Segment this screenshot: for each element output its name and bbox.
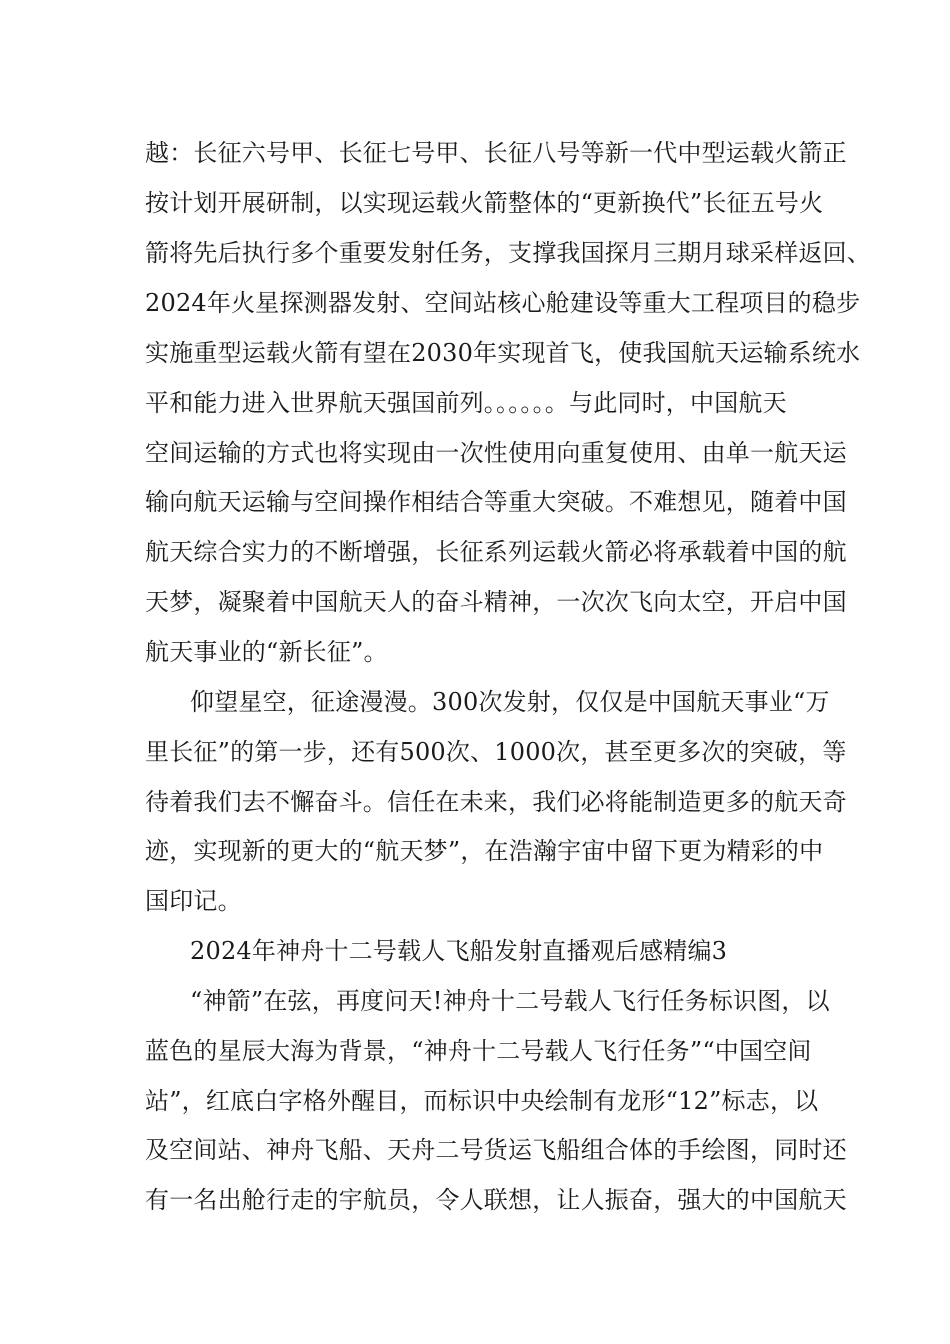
body-text-line: 站”，红底白字格外醒目，而标识中央绘制有龙形“12”标志，以 (145, 1087, 819, 1115)
body-text-line: 里长征”的第一步，还有500次、1000次，甚至更多次的突破，等 (145, 738, 847, 766)
paragraph-first-line: “神箭”在弦，再度问天!神舟十二号载人飞行任务标识图，以 (190, 987, 830, 1015)
body-text-line: 输向航天运输与空间操作相结合等重大突破。不难想见，随着中国 (145, 488, 847, 516)
body-text-line: 国印记。 (145, 887, 242, 915)
body-text-line: 平和能力进入世界航天强国前列。。。。。。与此同时，中国航天 (145, 389, 787, 417)
body-text-line: 空间运输的方式也将实现由一次性使用向重复使用、由单一航天运 (145, 439, 847, 467)
body-text-line: 航天事业的“新长征”。 (145, 638, 388, 666)
body-text-line: 箭将先后执行多个重要发射任务，支撑我国探月三期月球采样返回、 (145, 239, 871, 267)
body-text-line: 按计划开展研制，以实现运载火箭整体的“更新换代”长征五号火 (145, 189, 824, 217)
body-text-line: 天梦，凝聚着中国航天人的奋斗精神，一次次飞向太空，开启中国 (145, 588, 847, 616)
section-heading: 2024年神舟十二号载人飞船发射直播观后感精编3 (190, 937, 728, 965)
body-text-line: 迹，实现新的更大的“航天梦”，在浩瀚宇宙中留下更为精彩的中 (145, 837, 824, 865)
body-text-line: 待着我们去不懈奋斗。信任在未来，我们必将能制造更多的航天奇 (145, 788, 847, 816)
body-text-line: 实施重型运载火箭有望在2030年实现首飞，使我国航天运输系统水 (145, 339, 861, 367)
body-text-line: 航天综合实力的不断增强，长征系列运载火箭必将承载着中国的航 (145, 538, 847, 566)
body-text-line: 2024年火星探测器发射、空间站核心舱建设等重大工程项目的稳步 (145, 289, 861, 317)
body-text-line: 有一名出舱行走的宇航员，令人联想，让人振奋，强大的中国航天 (145, 1186, 847, 1214)
body-text-line: 蓝色的星辰大海为背景，“神舟十二号载人飞行任务”“中国空间 (145, 1037, 812, 1065)
paragraph-first-line: 仰望星空，征途漫漫。300次发射，仅仅是中国航天事业“万 (190, 688, 830, 716)
body-text-line: 越：长征六号甲、长征七号甲、长征八号等新一代中型运载火箭正 (145, 139, 847, 167)
body-text-line: 及空间站、神舟飞船、天舟二号货运飞船组合体的手绘图，同时还 (145, 1136, 847, 1164)
